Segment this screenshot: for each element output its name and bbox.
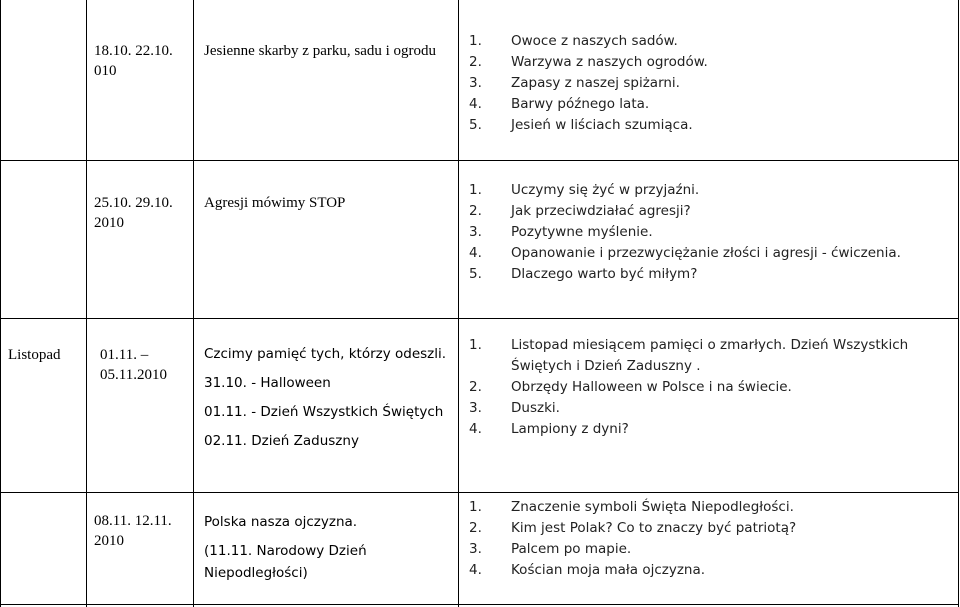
table-border-right: [958, 0, 959, 607]
row-2-activities: [469, 180, 949, 285]
list-item: 3. Pozytywne myślenie.: [469, 224, 653, 240]
list-item: 2. Jak przeciwdziałać agresji?: [469, 203, 691, 219]
list-item: 1. Znaczenie symboli Święta Niepodległości.: [469, 499, 794, 515]
row-4-dates: 08.11. 12.11. 2010: [94, 513, 172, 549]
list-item: 4. Opanowanie i przezwyciężanie złości i agresji - ćwiczenia.: [469, 245, 901, 261]
table-border-bottom: [0, 604, 959, 605]
row-1-activities: [469, 31, 949, 136]
list-item: 1. Uczymy się żyć w przyjaźni.: [469, 182, 700, 198]
list-item: 4. Barwy późnego lata.: [469, 96, 650, 112]
activity-list: [469, 31, 949, 136]
row-divider: [0, 160, 959, 161]
list-item: 5. Dlaczego warto być miłym?: [469, 266, 698, 282]
row-3-topic: Czcimy pamięć tych, którzy odeszli. 31.10. - Halloween 01.11. - Dzień Wszystkich Świętych 02.11. Dzień Zaduszny: [204, 346, 447, 449]
row-4-activities: [469, 497, 949, 581]
list-item: 3. Palcem po mapie.: [469, 541, 632, 557]
activity-list: [469, 335, 914, 440]
list-item: 3. Zapasy z naszej spiżarni.: [469, 75, 680, 91]
list-item: 2. Warzywa z naszych ogrodów.: [469, 54, 708, 70]
row-divider: [0, 318, 959, 319]
list-item: 5. Jesień w liściach szumiąca.: [469, 117, 693, 133]
row-3-month: Listopad: [8, 347, 61, 363]
row-1-dates: 18.10. 22.10. 010: [94, 43, 173, 79]
list-item: 1. Listopad miesiącem pamięci o zmarłych. Dzień Wszystkich Świętych i Dzień Zaduszny .: [469, 337, 909, 374]
column-divider: [86, 0, 87, 607]
list-item: 2. Kim jest Polak? Co to znaczy być patriotą?: [469, 520, 797, 536]
table-border-left: [0, 0, 1, 607]
row-divider: [0, 492, 959, 493]
list-item: 4. Lampiony z dyni?: [469, 421, 629, 437]
list-item: 3. Duszki.: [469, 400, 560, 416]
row-4-topic: Polska nasza ojczyzna. (11.11. Narodowy Dzień Niepodległości): [204, 514, 367, 581]
row-1-topic: Jesienne skarby z parku, sadu i ogrodu: [204, 43, 437, 59]
column-divider: [193, 0, 194, 607]
row-3-dates: 01.11. – 05.11.2010: [100, 347, 167, 383]
list-item: 1. Owoce z naszych sadów.: [469, 33, 678, 49]
row-2-topic: Agresji mówimy STOP: [204, 195, 346, 211]
column-divider: [458, 0, 459, 607]
row-3-activities: [469, 335, 914, 440]
activity-list: [469, 497, 949, 581]
list-item: 2. Obrzędy Halloween w Polsce i na świecie.: [469, 379, 792, 395]
activity-list: [469, 180, 949, 285]
list-item: 4. Kościan moja mała ojczyzna.: [469, 562, 706, 578]
row-2-dates: 25.10. 29.10. 2010: [94, 195, 173, 231]
